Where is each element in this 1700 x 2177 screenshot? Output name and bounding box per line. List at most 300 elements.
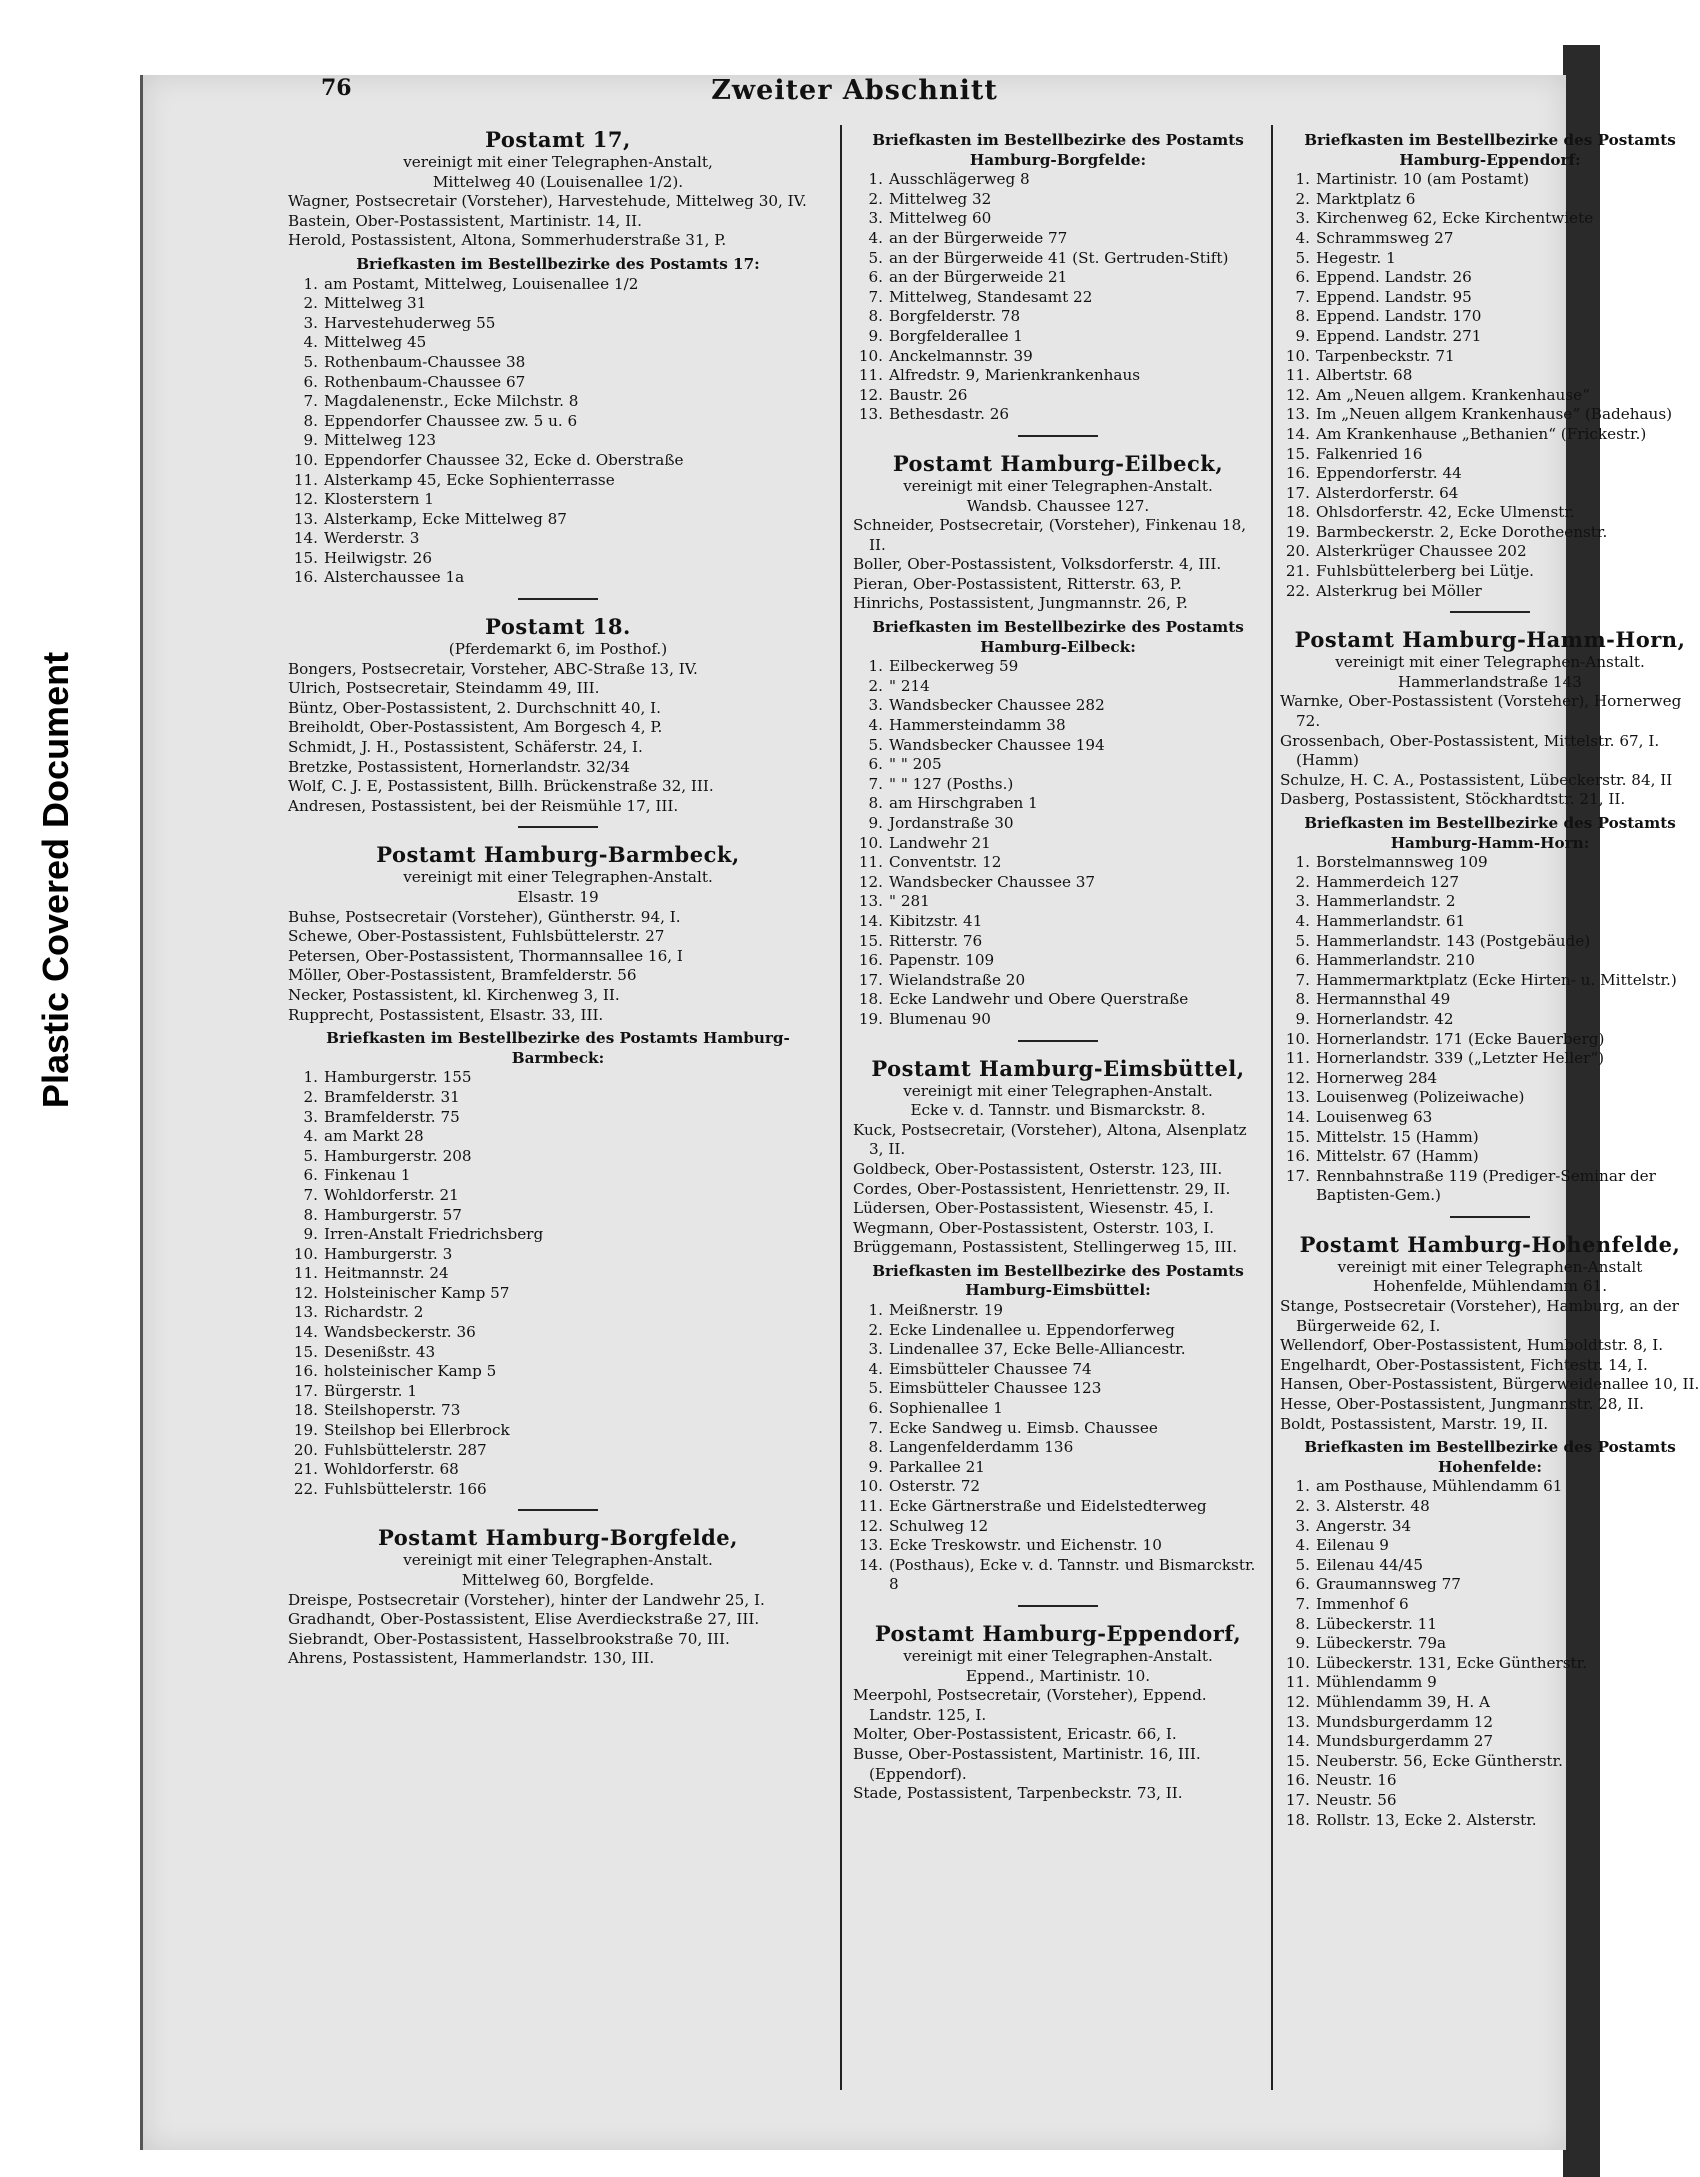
mailbox-number: 6. <box>868 1399 883 1418</box>
mailbox-number: 9. <box>1295 1009 1310 1028</box>
mailbox-location: Lindenallee 37, Ecke Belle-Alliancestr. <box>889 1340 1186 1359</box>
staff-entry: Hinrichs, Postassistent, Jungmannstr. 26, P. <box>853 594 1188 613</box>
mailbox-item <box>288 314 828 334</box>
mailbox-location: Rothenbaum-Chaussee 67 <box>324 372 526 391</box>
mailbox-location: Parkallee 21 <box>889 1457 985 1476</box>
mailbox-location: Hammerlandstr. 2 <box>1316 892 1456 911</box>
mailbox-item <box>288 1088 828 1108</box>
mailbox-location: Falkenried 16 <box>1316 444 1423 463</box>
mailbox-number: 11. <box>858 853 883 872</box>
post-office-address: Wandsb. Chaussee 127. <box>966 496 1150 515</box>
mailbox-number: 13. <box>858 892 883 911</box>
mailbox-item <box>1280 307 1700 327</box>
mailbox-location: Mittelweg 32 <box>889 189 992 208</box>
mailbox-location: Hammermarktplatz (Ecke Hirten- u. Mittelstr.) <box>1316 970 1677 989</box>
mailbox-item <box>1280 249 1700 269</box>
mailbox-number: 16. <box>1285 1771 1310 1790</box>
staff-entry: Molter, Ober-Postassistent, Ericastr. 66, I. <box>853 1725 1177 1744</box>
mailbox-location: Hornerlandstr. 339 („Letzter Heller“) <box>1316 1049 1605 1068</box>
mailbox-number: 20. <box>293 1440 318 1459</box>
mailbox-number: 13. <box>1285 1712 1310 1731</box>
mailbox-location: Eilbeckerweg 59 <box>889 657 1019 676</box>
mailbox-location: Hornerlandstr. 171 (Ecke Bauerberg) <box>1316 1029 1605 1048</box>
mailbox-location: Eimsbütteler Chaussee 74 <box>889 1359 1092 1378</box>
mailbox-item <box>1280 366 1700 386</box>
running-head: Zweiter Abschnitt <box>711 75 998 106</box>
mailbox-number: 3. <box>1295 209 1310 228</box>
mailbox-number: 21. <box>293 1460 318 1479</box>
mailbox-location: Lübeckerstr. 131, Ecke Güntherstr. <box>1316 1653 1588 1672</box>
mailbox-number: 11. <box>293 1264 318 1283</box>
staff-entry: Ahrens, Postassistent, Hammerlandstr. 130, III. <box>288 1649 655 1668</box>
mailbox-number: 5. <box>1295 1555 1310 1574</box>
mailbox-location: Bethesdastr. 26 <box>889 405 1010 424</box>
mailbox-number: 15. <box>1285 1127 1310 1146</box>
mailbox-item <box>1280 523 1700 543</box>
mailbox-number: 9. <box>868 814 883 832</box>
mailbox-location: Schulweg 12 <box>889 1516 989 1535</box>
mailbox-location: Mundsburgerdamm 12 <box>1316 1712 1494 1731</box>
mailbox-location: am Markt 28 <box>324 1127 424 1146</box>
mailbox-item <box>288 1303 828 1323</box>
mailbox-number: 20. <box>1285 542 1310 561</box>
mailbox-item <box>1280 562 1700 582</box>
mailbox-item <box>288 1401 828 1421</box>
mailbox-number: 13. <box>858 1536 883 1555</box>
mailbox-item <box>853 190 1263 210</box>
mailbox-item <box>1280 951 1700 971</box>
mailbox-number: 4. <box>303 1127 318 1146</box>
mailbox-location: Fuhlsbüttelerstr. 166 <box>324 1479 487 1498</box>
mailbox-item <box>853 1536 1263 1556</box>
mailbox-location: Eppend. Landstr. 271 <box>1316 326 1482 345</box>
mailbox-number: 12. <box>293 490 318 509</box>
mailbox-number: 13. <box>293 509 318 528</box>
staff-entry: Hesse, Ober-Postassistent, Jungmannstr. 28, II. <box>1280 1395 1644 1414</box>
mailbox-location: Conventstr. 12 <box>889 853 1002 872</box>
mailbox-location: an der Bürgerweide 41 (St. Gertruden-Stift) <box>889 248 1229 267</box>
mailbox-location: Kirchenweg 62, Ecke Kirchentwiete <box>1316 209 1594 228</box>
mailbox-item <box>853 170 1263 190</box>
mailbox-number: 4. <box>1295 228 1310 247</box>
staff-entry: Wellendorf, Ober-Postassistent, Humboldtstr. 8, I. <box>1280 1336 1664 1355</box>
mailbox-number: 7. <box>303 392 318 411</box>
mailbox-item <box>853 386 1263 406</box>
mailbox-number: 10. <box>858 346 883 365</box>
mailbox-item <box>288 392 828 412</box>
document-page <box>140 75 1700 2150</box>
mailbox-item <box>853 853 1263 873</box>
post-office-address: vereinigt mit einer Telegraphen-Anstalt. <box>903 476 1213 495</box>
mailbox-number: 9. <box>303 431 318 450</box>
mailbox-item <box>1280 1634 1700 1654</box>
mailbox-item <box>288 490 828 510</box>
mailbox-location: Fuhlsbüttelerstr. 287 <box>324 1440 487 1459</box>
mailbox-number: 13. <box>858 405 883 424</box>
mailbox-number: 7. <box>868 1418 883 1437</box>
mailbox-item <box>853 1360 1263 1380</box>
mailbox-number: 3. <box>868 209 883 228</box>
mailbox-location: Schrammsweg 27 <box>1316 228 1454 247</box>
mailbox-item <box>288 294 828 314</box>
mailbox-location: Eilenau 9 <box>1316 1536 1389 1555</box>
post-office-address: Mittelweg 60, Borgfelde. <box>461 1571 655 1589</box>
mailbox-location: Eppendorfer Chaussee 32, Ecke d. Oberstraße <box>324 450 684 469</box>
mailbox-item <box>1280 425 1700 445</box>
mailbox-item <box>853 1301 1263 1321</box>
mailbox-number: 10. <box>1285 1029 1310 1048</box>
mailbox-location: Osterstr. 72 <box>889 1477 981 1496</box>
mailbox-location: an der Bürgerweide 21 <box>889 268 1068 287</box>
mailbox-item <box>288 1480 828 1500</box>
mailbox-location: Wohldorferstr. 68 <box>324 1460 459 1479</box>
mailbox-number: 3. <box>868 696 883 715</box>
mailbox-location: Graumannsweg 77 <box>1316 1575 1461 1594</box>
mailbox-number: 8. <box>303 1205 318 1224</box>
mailbox-location: Hammersteindamm 38 <box>889 716 1066 735</box>
mailbox-number: 14. <box>858 1555 883 1574</box>
mailbox-location: Marktplatz 6 <box>1316 189 1416 208</box>
mailbox-number: 13. <box>293 1303 318 1322</box>
section-divider <box>518 1509 598 1511</box>
mailbox-number: 9. <box>1295 1634 1310 1653</box>
mailbox-number: 22. <box>1285 581 1310 600</box>
mailbox-item <box>853 1477 1263 1497</box>
column-3 <box>1280 127 1700 2130</box>
mailbox-location: Alsterkamp, Ecke Mittelweg 87 <box>324 509 567 528</box>
mailbox-number: 6. <box>1295 951 1310 970</box>
mailbox-number: 14. <box>1285 1107 1310 1126</box>
mailbox-item <box>1280 445 1700 465</box>
mailbox-item <box>853 405 1263 425</box>
staff-entry: Gradhandt, Ober-Postassistent, Elise Averdieckstraße 27, III. <box>288 1610 760 1629</box>
staff-entry: Büntz, Ober-Postassistent, 2. Durchschnitt 40, I. <box>288 698 661 717</box>
mailbox-number: 15. <box>858 931 883 950</box>
mailbox-location: Neuberstr. 56, Ecke Güntherstr. <box>1316 1751 1563 1770</box>
mailbox-number: 10. <box>858 833 883 852</box>
mailbox-item <box>853 307 1263 327</box>
mailbox-location: Lübeckerstr. 79a <box>1316 1634 1447 1653</box>
mailbox-number: 4. <box>1295 1536 1310 1555</box>
staff-entry: Bretzke, Postassistent, Hornerlandstr. 32/34 <box>288 757 630 776</box>
staff-entry: Wagner, Postsecretair (Vorsteher), Harvestehude, Mittelweg 30, IV. <box>288 192 807 211</box>
mailbox-location: Papenstr. 109 <box>889 951 995 970</box>
mailbox-item <box>1280 1088 1700 1108</box>
mailbox-location: Ecke Lindenallee u. Eppendorferweg <box>889 1320 1175 1339</box>
mailbox-number: 9. <box>868 1457 883 1476</box>
mailbox-number: 3. <box>303 1107 318 1126</box>
mailbox-number: 7. <box>868 287 883 306</box>
mailbox-location: Eppendorfer Chaussee zw. 5 u. 6 <box>324 411 578 430</box>
mailbox-location: Ausschlägerweg 8 <box>889 170 1030 189</box>
mailbox-location: Harvestehuderweg 55 <box>324 313 496 332</box>
mailbox-number: 8. <box>1295 307 1310 326</box>
mailbox-location: Bramfelderstr. 75 <box>324 1107 460 1126</box>
mailbox-item <box>853 951 1263 971</box>
post-office-address: vereinigt mit einer Telegraphen-Anstalt, <box>403 153 713 171</box>
mailbox-location: Baustr. 26 <box>889 385 968 404</box>
mailbox-number: 11. <box>858 1497 883 1515</box>
staff-entry: Boller, Ober-Postassistent, Volksdorferstr. 4, III. <box>853 555 1222 574</box>
mailbox-item <box>288 412 828 432</box>
mailbox-number: 4. <box>303 333 318 352</box>
mailbox-number: 11. <box>1285 366 1310 385</box>
staff-entry: Bastein, Ober-Postassistent, Martinistr. 14, II. <box>288 211 642 230</box>
post-office-address: vereinigt mit einer Telegraphen-Anstalt. <box>903 1646 1213 1665</box>
mailbox-location: Barmbeckerstr. 2, Ecke Dorotheenstr. <box>1316 522 1608 541</box>
mailbox-location: Mühlendamm 9 <box>1316 1673 1437 1692</box>
mailbox-number: 19. <box>1285 522 1310 541</box>
mailbox-number: 17. <box>1285 1166 1310 1185</box>
mailbox-item <box>1280 1811 1700 1831</box>
mailbox-location: Hamburgerstr. 208 <box>324 1146 472 1165</box>
mailbox-location: Martinistr. 10 (am Postamt) <box>1316 170 1530 189</box>
mailbox-number: 3. <box>1295 892 1310 911</box>
mailbox-item <box>288 1284 828 1304</box>
post-office-section <box>853 1605 1263 1804</box>
mailbox-heading: Briefkasten im Bestellbezirke des Postamts 17: <box>356 254 760 273</box>
mailbox-number: 7. <box>1295 1594 1310 1613</box>
post-office-title: Postamt Hamburg-Barmbeck, <box>376 842 740 868</box>
mailbox-location: Eilenau 44/45 <box>1316 1555 1424 1574</box>
mailbox-item <box>1280 1595 1700 1615</box>
mailbox-item <box>1280 990 1700 1010</box>
mailbox-item <box>1280 405 1700 425</box>
mailbox-item <box>288 1245 828 1265</box>
section-divider <box>1018 1040 1098 1042</box>
post-office-address: Eppend., Martinistr. 10. <box>965 1666 1151 1685</box>
mailbox-item <box>288 1264 828 1284</box>
mailbox-location: " " 127 (Posths.) <box>889 774 1014 793</box>
mailbox-number: 1. <box>1295 1477 1310 1496</box>
post-office-address: vereinigt mit einer Telegraphen-Anstalt. <box>903 1081 1213 1100</box>
staff-entry: Boldt, Postassistent, Marstr. 19, II. <box>1280 1414 1549 1433</box>
mailbox-number: 2. <box>303 1087 318 1106</box>
post-office-section <box>288 127 828 588</box>
mailbox-item <box>853 794 1263 814</box>
mailbox-item <box>853 892 1263 912</box>
staff-entry: Dreispe, Postsecretair (Vorsteher), hinter der Landwehr 25, I. <box>288 1590 765 1609</box>
mailbox-item <box>1280 873 1700 893</box>
mailbox-location: Neustr. 16 <box>1316 1771 1397 1790</box>
mailbox-number: 2. <box>303 294 318 313</box>
mailbox-location: Alsterkrug bei Möller <box>1316 581 1482 600</box>
staff-entry: Warnke, Ober-Postassistent (Vorsteher), Hornerweg 72. <box>1280 692 1682 731</box>
mailbox-number: 6. <box>868 268 883 287</box>
mailbox-location: Werderstr. 3 <box>324 529 420 548</box>
mailbox-item <box>1280 971 1700 991</box>
mailbox-number: 1. <box>303 274 318 293</box>
staff-entry: Schmidt, J. H., Postassistent, Schäferstr. 24, I. <box>288 738 643 757</box>
mailbox-number: 19. <box>293 1421 318 1440</box>
mailbox-number: 7. <box>303 1185 318 1204</box>
mailbox-location: Hermannsthal 49 <box>1316 990 1451 1009</box>
mailbox-location: Ohlsdorferstr. 42, Ecke Ulmenstr. <box>1316 503 1575 522</box>
staff-entry: Necker, Postassistent, kl. Kirchenweg 3, II. <box>288 985 620 1004</box>
mailbox-number: 3. <box>1295 1516 1310 1535</box>
mailbox-number: 4. <box>868 1359 883 1378</box>
mailbox-item <box>853 1517 1263 1537</box>
mailbox-number: 12. <box>1285 385 1310 404</box>
mailbox-number: 15. <box>1285 1751 1310 1770</box>
mailbox-item <box>853 677 1263 697</box>
post-office-section <box>1280 131 1700 601</box>
mailbox-item <box>853 716 1263 736</box>
post-office-title: Postamt Hamburg-Eilbeck, <box>892 450 1224 476</box>
mailbox-item <box>853 775 1263 795</box>
mailbox-item <box>1280 268 1700 288</box>
mailbox-item <box>1280 503 1700 523</box>
mailbox-location: Alsterkamp 45, Ecke Sophienterrasse <box>324 470 615 489</box>
mailbox-item <box>1280 1128 1700 1148</box>
staff-entry: Goldbeck, Ober-Postassistent, Osterstr. 123, III. <box>853 1159 1223 1178</box>
mailbox-item <box>853 990 1263 1010</box>
mailbox-item <box>1280 288 1700 308</box>
post-office-address: vereinigt mit einer Telegraphen-Anstalt. <box>1335 653 1645 672</box>
mailbox-item <box>1280 1167 1700 1206</box>
mailbox-location: Desenißstr. 43 <box>324 1342 436 1361</box>
mailbox-location: Ecke Treskowstr. und Eichenstr. 10 <box>889 1536 1162 1555</box>
mailbox-heading: Briefkasten im Bestellbezirke des Postamts Hamburg-Eimsbüttel: <box>872 1261 1244 1300</box>
mailbox-item <box>853 1399 1263 1419</box>
mailbox-number: 5. <box>868 1379 883 1398</box>
mailbox-item <box>288 1421 828 1441</box>
staff-entry: Möller, Ober-Postassistent, Bramfelderstr. 56 <box>288 966 637 985</box>
mailbox-location: Mittelstr. 67 (Hamm) <box>1316 1147 1479 1166</box>
side-label <box>28 610 84 1150</box>
mailbox-location: Steilshop bei Ellerbrock <box>324 1421 510 1440</box>
post-office-address: (Pferdemarkt 6, im Posthof.) <box>448 640 668 659</box>
mailbox-item <box>1280 1556 1700 1576</box>
mailbox-item <box>1280 209 1700 229</box>
mailbox-number: 14. <box>293 1323 318 1342</box>
mailbox-item <box>853 1419 1263 1439</box>
mailbox-location: Hammerlandstr. 61 <box>1316 911 1466 930</box>
mailbox-number: 15. <box>1285 444 1310 463</box>
staff-entry: Lüdersen, Ober-Postassistent, Wiesenstr. 45, I. <box>853 1199 1214 1218</box>
mailbox-number: 2. <box>868 676 883 695</box>
mailbox-item <box>1280 542 1700 562</box>
mailbox-number: 18. <box>1285 1810 1310 1829</box>
mailbox-location: " " 205 <box>889 755 942 774</box>
mailbox-location: Landwehr 21 <box>889 833 991 852</box>
mailbox-location: Mittelweg 31 <box>324 294 427 313</box>
mailbox-item <box>1280 1497 1700 1517</box>
post-office-address: vereinigt mit einer Telegraphen-Anstalt. <box>403 868 713 887</box>
mailbox-number: 5. <box>1295 248 1310 267</box>
mailbox-item <box>288 1323 828 1343</box>
mailbox-location: Ecke Landwehr und Obere Querstraße <box>889 990 1189 1009</box>
staff-entry: Andresen, Postassistent, bei der Reismühle 17, III. <box>288 796 679 815</box>
mailbox-item <box>1280 853 1700 873</box>
mailbox-item <box>1280 912 1700 932</box>
staff-entry: Busse, Ober-Postassistent, Martinistr. 16, III. (Eppendorf). <box>853 1744 1201 1783</box>
post-office-section <box>288 598 828 816</box>
mailbox-item <box>1280 386 1700 406</box>
column-2 <box>853 127 1263 2130</box>
mailbox-location: an der Bürgerweide 77 <box>889 228 1068 247</box>
mailbox-item <box>288 1186 828 1206</box>
mailbox-location: Alsterchaussee 1a <box>324 568 465 587</box>
mailbox-item <box>853 249 1263 269</box>
mailbox-location: Wohldorferstr. 21 <box>324 1185 459 1204</box>
staff-entry: Grossenbach, Ober-Postassistent, Mittelstr. 67, I. (Hamm) <box>1280 731 1660 770</box>
mailbox-location: Blumenau 90 <box>889 1009 991 1028</box>
mailbox-item <box>1280 892 1700 912</box>
section-divider <box>1018 1605 1098 1607</box>
column-1 <box>288 127 828 2130</box>
section-divider <box>1450 611 1530 613</box>
mailbox-item <box>1280 1615 1700 1635</box>
staff-entry: Engelhardt, Ober-Postassistent, Fichtestr. 14, I. <box>1280 1355 1648 1374</box>
mailbox-number: 1. <box>303 1068 318 1087</box>
mailbox-location: Fuhlsbüttelerberg bei Lütje. <box>1316 562 1534 581</box>
mailbox-item <box>1280 190 1700 210</box>
mailbox-item <box>288 1225 828 1245</box>
mailbox-location: Ritterstr. 76 <box>889 931 983 950</box>
staff-entry: Buhse, Postsecretair (Vorsteher), Güntherstr. 94, I. <box>288 907 681 926</box>
mailbox-item <box>288 1343 828 1363</box>
mailbox-number: 5. <box>303 1146 318 1165</box>
mailbox-location: Neustr. 56 <box>1316 1790 1397 1809</box>
mailbox-item <box>1280 1010 1700 1030</box>
mailbox-number: 12. <box>858 872 883 891</box>
mailbox-number: 12. <box>1285 1068 1310 1087</box>
mailbox-number: 12. <box>858 385 883 404</box>
staff-entry: Bongers, Postsecretair, Vorsteher, ABC-Straße 13, IV. <box>288 659 698 678</box>
mailbox-location: Albertstr. 68 <box>1316 366 1413 385</box>
mailbox-number: 5. <box>1295 931 1310 950</box>
mailbox-item <box>1280 932 1700 952</box>
mailbox-number: 8. <box>303 411 318 430</box>
mailbox-location: Wandsbecker Chaussee 37 <box>889 872 1096 891</box>
mailbox-heading: Briefkasten im Bestellbezirke des Postamts Hamburg-Eppendorf: <box>1304 131 1676 169</box>
mailbox-number: 12. <box>293 1283 318 1302</box>
mailbox-item <box>853 288 1263 308</box>
mailbox-number: 3. <box>868 1340 883 1359</box>
mailbox-item <box>1280 1654 1700 1674</box>
mailbox-location: Eimsbütteler Chaussee 123 <box>889 1379 1102 1398</box>
staff-entry: Wolf, C. J. E, Postassistent, Billh. Brückenstraße 32, III. <box>288 777 714 796</box>
mailbox-item <box>288 1206 828 1226</box>
mailbox-heading: Briefkasten im Bestellbezirke des Postamts Hamburg-Eilbeck: <box>872 618 1244 656</box>
mailbox-location: Ecke Sandweg u. Eimsb. Chaussee <box>889 1418 1158 1437</box>
mailbox-item <box>1280 1771 1700 1791</box>
post-office-address: Hohenfelde, Mühlendamm 61. <box>1372 1277 1608 1296</box>
mailbox-location: Hegestr. 1 <box>1316 248 1396 267</box>
mailbox-item <box>1280 1147 1700 1167</box>
section-divider <box>518 598 598 600</box>
mailbox-location: Louisenweg 63 <box>1316 1107 1433 1126</box>
mailbox-location: Mittelstr. 15 (Hamm) <box>1316 1127 1479 1146</box>
mailbox-location: Borgfelderallee 1 <box>889 326 1023 345</box>
mailbox-item <box>853 1497 1263 1517</box>
mailbox-item <box>288 1068 828 1088</box>
mailbox-location: Steilshoperstr. 73 <box>324 1401 461 1420</box>
mailbox-location: Richardstr. 2 <box>324 1303 424 1322</box>
mailbox-number: 13. <box>1285 1088 1310 1107</box>
mailbox-location: Jordanstraße 30 <box>889 814 1014 832</box>
mailbox-item <box>853 912 1263 932</box>
mailbox-number: 1. <box>1295 853 1310 872</box>
mailbox-number: 7. <box>1295 970 1310 989</box>
mailbox-item <box>288 333 828 353</box>
mailbox-item <box>1280 1791 1700 1811</box>
mailbox-location: Ecke Gärtnerstraße und Eidelstedterweg <box>889 1497 1207 1515</box>
mailbox-location: Holsteinischer Kamp 57 <box>324 1283 510 1302</box>
mailbox-item <box>1280 1049 1700 1069</box>
mailbox-location: Rollstr. 13, Ecke 2. Alsterstr. <box>1316 1810 1537 1829</box>
